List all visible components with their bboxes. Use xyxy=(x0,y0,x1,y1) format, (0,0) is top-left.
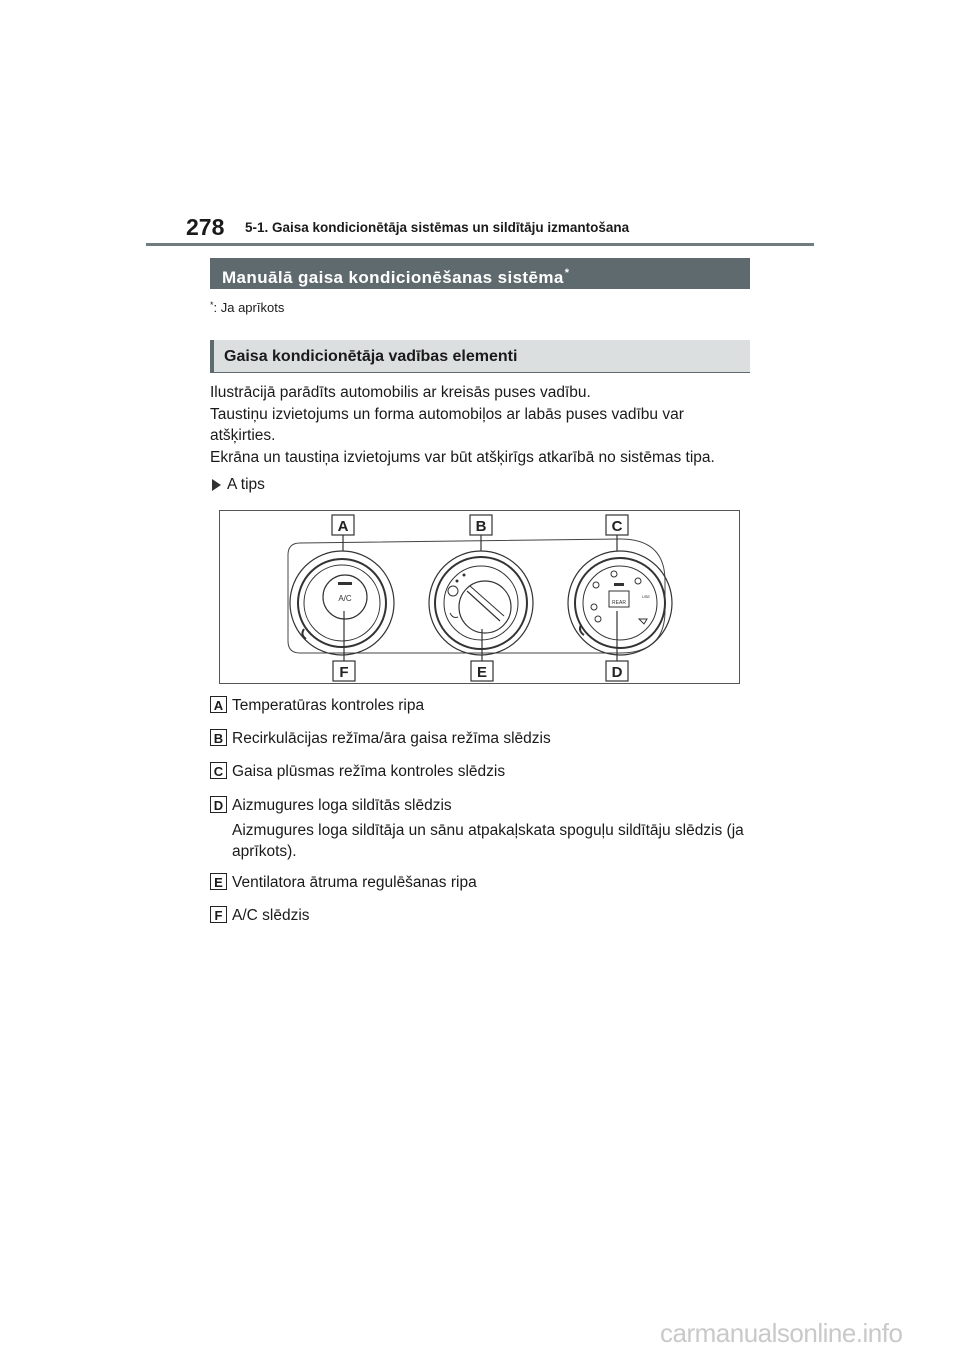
svg-text:B: B xyxy=(475,518,487,535)
callout-e xyxy=(471,661,493,681)
legend-text-b: Recirkulācijas režīma/āra gaisa režīma slēdzis xyxy=(232,730,551,747)
page-number: 278 xyxy=(186,214,225,240)
tip-heading xyxy=(212,476,265,494)
temperature-dial xyxy=(290,551,394,655)
callout-f xyxy=(333,661,355,681)
paragraph-1: Ilustrācijā parādīts automobilis ar kreisās puses vadību. xyxy=(210,384,591,401)
footnote-text: : Ja aprīkots xyxy=(213,300,285,315)
control-panel-illustration xyxy=(220,511,741,685)
paragraph-3: Ekrāna un taustiņa izvietojums var būt atšķirīgs atkarībā no sistēmas tipa. xyxy=(210,449,715,466)
callout-c xyxy=(606,515,628,535)
legend-letter-d: D xyxy=(210,796,227,813)
svg-text:D: D xyxy=(611,664,623,681)
ac-label: A/C xyxy=(338,594,352,603)
footnote xyxy=(210,300,284,315)
legend-letter-e: E xyxy=(210,873,227,890)
section-title: Manuālā gaisa kondicionēšanas sistēma xyxy=(222,268,564,287)
legend-text-e: Ventilatora ātruma regulēšanas ripa xyxy=(232,874,477,891)
legend-letter-b: B xyxy=(210,729,227,746)
callout-d xyxy=(606,661,628,681)
callout-b xyxy=(470,515,492,535)
triangle-arrow-icon xyxy=(212,479,221,491)
airflow-mode-dial xyxy=(568,551,672,655)
legend-text-a: Temperatūras kontroles ripa xyxy=(232,697,425,714)
section-banner xyxy=(210,258,750,289)
mirror-label: USE xyxy=(641,594,651,599)
legend-text-f: A/C slēdzis xyxy=(232,907,310,924)
legend-letter-c: C xyxy=(210,762,227,779)
svg-text:C: C xyxy=(611,518,623,535)
subsection-title: Gaisa kondicionētāja vadības elementi xyxy=(224,348,518,365)
rear-label: REAR xyxy=(612,600,626,606)
legend-letter-a: A xyxy=(210,696,227,713)
paragraph-2: Taustiņu izvietojums un forma automobiļos ar labās puses vadību var atšķirties. xyxy=(210,406,684,444)
section-asterisk: * xyxy=(564,267,570,279)
subsection-banner xyxy=(210,340,750,373)
legend-letter-f: F xyxy=(210,906,227,923)
callout-a xyxy=(332,515,354,535)
chapter-title: 5-1. Gaisa kondicionētāja sistēmas un sildītāju izmantošana xyxy=(245,220,630,235)
svg-text:F: F xyxy=(339,664,349,681)
fan-speed-dial xyxy=(429,551,533,655)
legend-text-c: Gaisa plūsmas režīma kontroles slēdzis xyxy=(232,763,506,780)
legend-detail-d: Aizmugures loga sildītāja un sānu atpakaļskata spoguļu sildītāju slēdzis (ja aprīkots). xyxy=(232,822,744,860)
header-rule xyxy=(146,243,814,246)
svg-text:E: E xyxy=(476,664,488,681)
watermark: carmanualsonline.info xyxy=(660,1318,903,1348)
tip-label: A tips xyxy=(227,476,265,493)
legend-text-d: Aizmugures loga sildītās slēdzis xyxy=(232,797,452,814)
footnote-mark: * xyxy=(210,300,214,310)
control-panel-figure xyxy=(219,510,740,684)
svg-text:A: A xyxy=(337,518,349,535)
